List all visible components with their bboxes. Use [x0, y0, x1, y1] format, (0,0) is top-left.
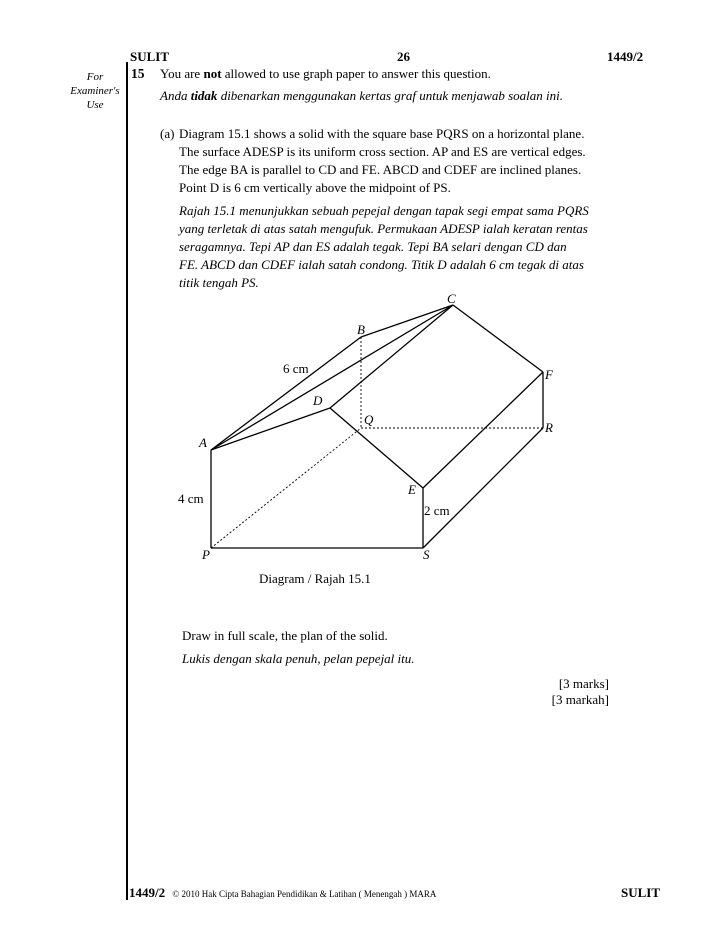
label-d: D — [313, 393, 323, 408]
marks-ms: [3 markah] — [551, 692, 609, 707]
label-r: R — [545, 420, 553, 435]
dimension-4cm: 4 cm — [178, 491, 204, 506]
edge-sr — [423, 428, 543, 548]
page-number: 26 — [397, 49, 410, 64]
part-a-malay-text: Rajah 15.1 menunjukkan sebuah pepejal dengan tapak segi empat sama PQRS yang terletak di atas satah mengufuk. Permukaan ADESP ialah keratan rentas seragamnya. Tepi AP dan ES adalah tegak. Tepi BA selari dengan CD dan FE. ABCD dan CDEF ialah satah condong. Titik D adalah 6 cm tegak di atas titik tengah PS. — [179, 203, 589, 290]
edge-cf — [453, 305, 543, 372]
header-sulit: SULIT — [130, 49, 170, 64]
label-b: B — [357, 322, 365, 337]
part-a-label: (a) — [160, 126, 175, 141]
edge-ab-outer — [211, 305, 453, 450]
instruction-en: You are not allowed to use graph paper to answer this question. — [160, 66, 491, 81]
label-a: A — [199, 435, 207, 450]
diagram-caption: Diagram / Rajah 15.1 — [259, 571, 371, 586]
examiner-use-label: For Examiner's Use — [70, 71, 120, 111]
edge-de — [330, 408, 423, 488]
paper-code: 1449/2 — [607, 49, 644, 64]
question-number: 15 — [131, 66, 145, 81]
edge-dc — [330, 305, 453, 408]
task-en: Draw in full scale, the plan of the solid. — [182, 628, 388, 643]
instruction-ms: Anda tidak dibenarkan menggunakan kertas graf untuk menjawab soalan ini. — [160, 88, 563, 103]
label-p: P — [202, 547, 210, 562]
footer-copyright: © 2010 Hak Cipta Bahagian Pendidikan & Latihan ( Menengah ) MARA — [172, 889, 437, 899]
label-c: C — [447, 291, 456, 306]
edge-ef — [423, 372, 543, 488]
dimension-2cm: 2 cm — [424, 503, 450, 518]
label-f: F — [545, 367, 553, 382]
marks-en: [3 marks] — [558, 676, 609, 691]
label-e: E — [408, 482, 416, 497]
footer-sulit: SULIT — [621, 885, 661, 900]
hidden-edge-pq — [211, 428, 361, 548]
dimension-6cm: 6 cm — [283, 361, 309, 376]
edge-ab — [211, 337, 361, 450]
footer — [129, 885, 436, 901]
label-q: Q — [364, 412, 374, 427]
part-a-english-text: Diagram 15.1 shows a solid with the square base PQRS on a horizontal plane. The surface ADESP is its uniform cross section. AP and ES are vertical edges. The edge BA is parallel to CD and FE. ABCD and CDEF are inclined planes. Point D is 6 cm vertically above the midpoint of PS. — [179, 126, 586, 195]
footer-code: 1449/2 — [129, 885, 166, 900]
label-s: S — [423, 547, 430, 562]
task-ms: Lukis dengan skala penuh, pelan pepejal itu. — [182, 651, 415, 666]
